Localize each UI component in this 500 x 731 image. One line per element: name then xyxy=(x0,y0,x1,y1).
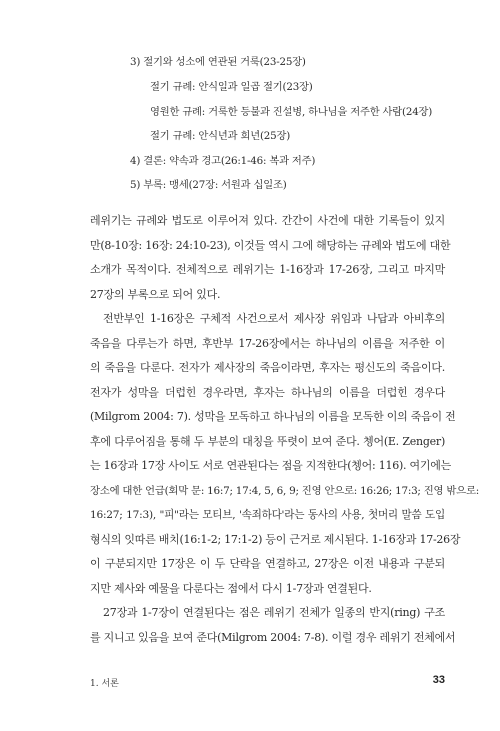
outline-item-5: 5) 부록: 맹세(27장: 서원과 십일조) xyxy=(130,179,287,191)
paragraph-line: 27장의 부록으로 되어 있다. xyxy=(90,288,221,301)
paragraph-line: 의 죽음을 다룬다. 전자가 제사장의 죽음이라면, 후자는 평신도의 죽음이다. xyxy=(90,361,445,374)
outline-subitem-jubilee: 절기 규례: 안식년과 희년(25장) xyxy=(150,130,291,142)
paragraph-line: 형식의 잇따른 배치(16:1-2; 17:1-2) 등이 근거로 제시된다. 1-16장과 17-26장 xyxy=(90,533,461,546)
paragraph-line: (Milgrom 2004: 7). 성막을 모독하고 하나님의 이름을 모독한 이의 죽음이 전 xyxy=(90,410,456,423)
paragraph-line: 전자가 성막을 더럽힌 경우라면, 후자는 하나님의 이름을 더럽힌 경우다 xyxy=(90,386,445,399)
page-number: 33 xyxy=(432,674,445,686)
paragraph-line: 를 지니고 있음을 보여 준다(Milgrom 2004: 7-8). 이럴 경우 레위기 전체에서 xyxy=(90,631,456,644)
paragraph-line: 소개가 목적이다. 전체적으로 레위기는 1-16장과 17-26장, 그리고 마지막 xyxy=(90,263,445,276)
paragraph-line: 는 16장과 17장 사이도 서로 연관된다는 점을 지적한다(쳉어: 116). 여기에는 xyxy=(90,459,452,472)
outline-item-3: 3) 절기와 성소에 연관된 거룩(23-25장) xyxy=(130,56,306,68)
outline-subitem-feasts: 절기 규례: 안식일과 일곱 절기(23장) xyxy=(150,81,313,93)
outline-subitem-eternal: 영원한 규례: 거룩한 등불과 진설병, 하나님을 저주한 사람(24장) xyxy=(150,106,433,118)
paragraph-line: 이 구분되지만 17장은 이 두 단락을 연결하고, 27장은 이전 내용과 구분되 xyxy=(90,557,445,570)
running-footer-section: 1. 서론 xyxy=(90,679,119,689)
paragraph-line: 27장과 1-7장이 연결된다는 점은 레위기 전체가 일종의 반지(ring) 구조 xyxy=(103,606,445,619)
paragraph-line: 만(8-10장: 16장: 24:10-23), 이것들 역시 그에 해당하는 규례와 법도에 대한 xyxy=(90,239,451,252)
paragraph-line: 장소에 대한 언급(회막 문: 16:7; 17:4, 5, 6, 9; 진영 안으로: 16:26; 17:3; 진영 밖으로: xyxy=(90,485,479,497)
paragraph-line: 지만 제사와 예물을 다룬다는 점에서 다시 1-7장과 연결된다. xyxy=(90,582,372,595)
outline-item-4: 4) 결론: 약속과 경고(26:1-46: 복과 저주) xyxy=(130,155,316,167)
paragraph-line: 레위기는 규례와 법도로 이루어져 있다. 간간이 사건에 대한 기록들이 있지 xyxy=(90,214,445,227)
paragraph-line: 후에 다루어짐을 통해 두 부분의 대칭을 뚜렷이 보여 준다. 쳉어(E. Zenger) xyxy=(90,435,445,448)
paragraph-line: 16:27; 17:3), "피"라는 모티브, '속죄하다'라는 동사의 사용, 첫머리 말씀 도입 xyxy=(90,509,445,521)
paragraph-line: 전반부인 1-16장은 구체적 사건으로서 제사장 위임과 나답과 아비후의 xyxy=(103,312,445,325)
paragraph-line: 죽음을 다루는가 하면, 후반부 17-26장에서는 하나님의 이름을 저주한 이 xyxy=(90,337,445,350)
